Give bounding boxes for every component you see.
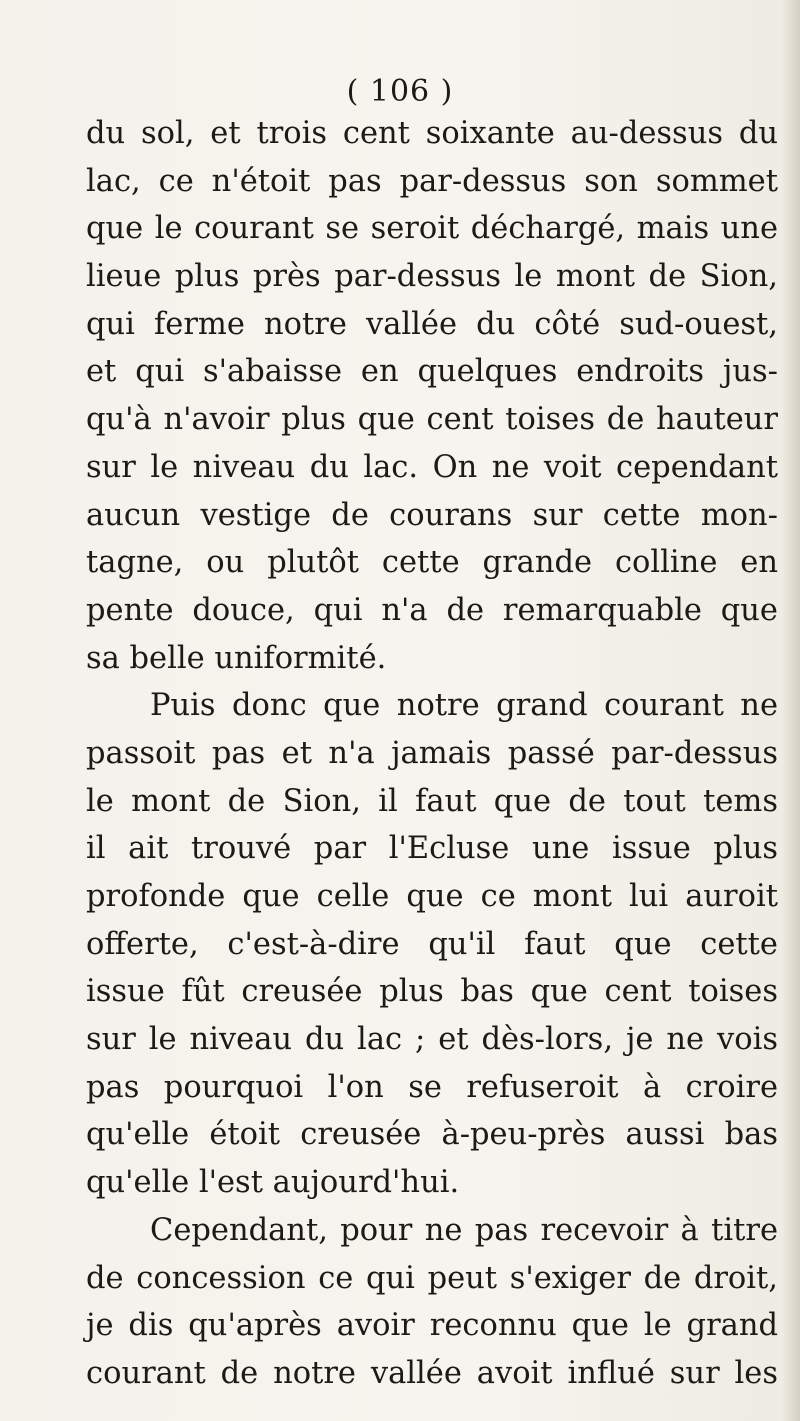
text-line: lac, ce n'étoit pas par-dessus son sommet <box>86 163 778 199</box>
text-line: pas pourquoi l'on se refuseroit à croire <box>86 1069 778 1105</box>
text-line: je dis qu'après avoir reconnu que le grand <box>86 1308 778 1344</box>
text-line: que le courant se seroit déchargé, mais une <box>86 211 778 247</box>
page-edge-shadow <box>782 0 800 1421</box>
text-line: Puis donc que notre grand courant ne <box>150 688 778 724</box>
text-line: Cependant, pour ne pas recevoir à titre <box>150 1212 778 1248</box>
text-line: pente douce, qui n'a de remarquable que <box>86 592 778 628</box>
page-number: ( 106 ) <box>346 74 454 109</box>
text-line: tagne, ou plutôt cette grande colline en <box>86 545 778 581</box>
text-line: offerte, c'est-à-dire qu'il faut que cette <box>86 926 778 962</box>
text-line: qu'à n'avoir plus que cent toises de hauteur <box>86 402 778 438</box>
text-line: sur le niveau du lac ; et dès-lors, je ne vois <box>86 1022 778 1058</box>
text-line: lieue plus près par-dessus le mont de Sion, <box>86 259 778 295</box>
text-line: aucun vestige de courans sur cette mon- <box>86 497 778 533</box>
text-line: profonde que celle que ce mont lui auroit <box>86 879 778 914</box>
text-line: sur le niveau du lac. On ne voit cependant <box>86 449 778 485</box>
text-line: qui ferme notre vallée du côté sud-ouest, <box>86 306 778 342</box>
text-line: de concession ce qui peut s'exiger de droit, <box>86 1260 778 1296</box>
text-line: il ait trouvé par l'Ecluse une issue plus <box>86 831 778 867</box>
text-line: courant de notre vallée avoit influé sur les <box>86 1355 778 1391</box>
text-line: sa belle uniformité. <box>86 640 387 676</box>
body-text <box>86 110 778 1398</box>
text-line: le mont de Sion, il faut que de tout tems <box>86 783 778 819</box>
text-line: qu'elle étoit creusée à-peu-près aussi bas <box>86 1117 778 1153</box>
text-line: passoit pas et n'a jamais passé par-dessus <box>86 735 778 771</box>
text-line: issue fût creusée plus bas que cent toises <box>86 974 778 1010</box>
text-line: qu'elle l'est aujourd'hui. <box>86 1165 460 1201</box>
text-line: et qui s'abaisse en quelques endroits jus- <box>86 354 778 390</box>
text-line: du sol, et trois cent soixante au-dessus du <box>86 116 778 151</box>
